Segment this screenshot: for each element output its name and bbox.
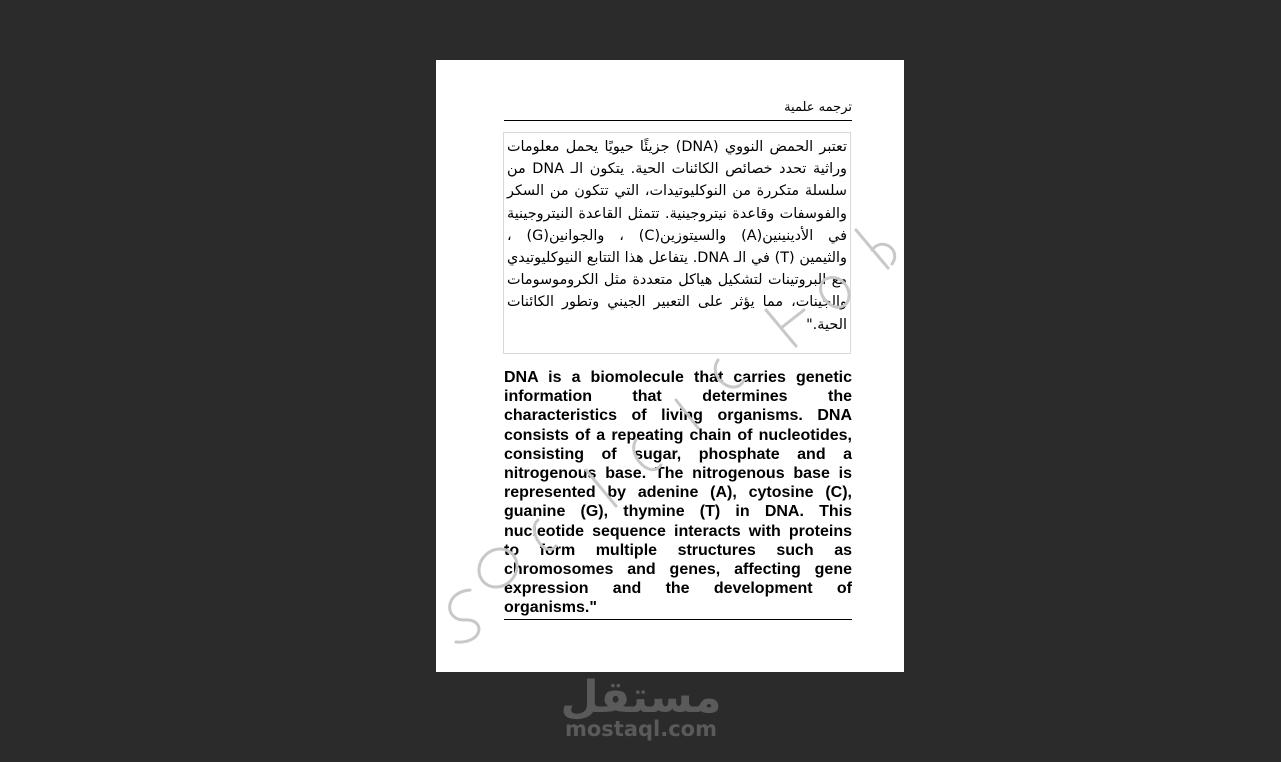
mostaql-logo (541, 672, 741, 762)
arabic-text-block: تعتبر الحمض النووي (DNA) جزيئًا حيويًا يحمل معلومات وراثية تحدد خصائص الكائنات الحية. يتكون الـ DNA من سلسلة متكررة من النوكليوتيدات، التي تتكون من السكر والفوسفات وقاعدة نيتروجينية. تتمثل القاعدة النيتروجينية في الأدينينين(A) والسيتوزين(C) ، والجوانين(G) ، والثيمين (T) في الـ DNA. يتفاعل هذا التتابع النيوكليوتيدي مع البروتينات لتشكيل هياكل متعددة مثل الكروموسومات والجينات، مما يؤثر على التعبير الجيني وتطور الكائنات الحية." (503, 132, 851, 354)
document-header: ترجمه علمية (504, 100, 852, 121)
logo-domain-text: mostaql.com (565, 717, 717, 741)
english-text-block: DNA is a biomolecule that carries genetic information that determines the characteristics of living organisms. DNA consists of a repeating chain of nucleotides, consisting of sugar, phosphate and a nitrogenous base. The nitrogenous base is represented by adenine (A), cytosine (C), guanine (G), thymine (T) in DNA. This nucleotide sequence interacts with proteins to form multiple structures such as chromosomes and genes, affecting gene expression and the development of organisms." (504, 368, 852, 620)
document-page (436, 60, 904, 672)
logo-arabic-wordmark: مستقل (560, 672, 722, 723)
